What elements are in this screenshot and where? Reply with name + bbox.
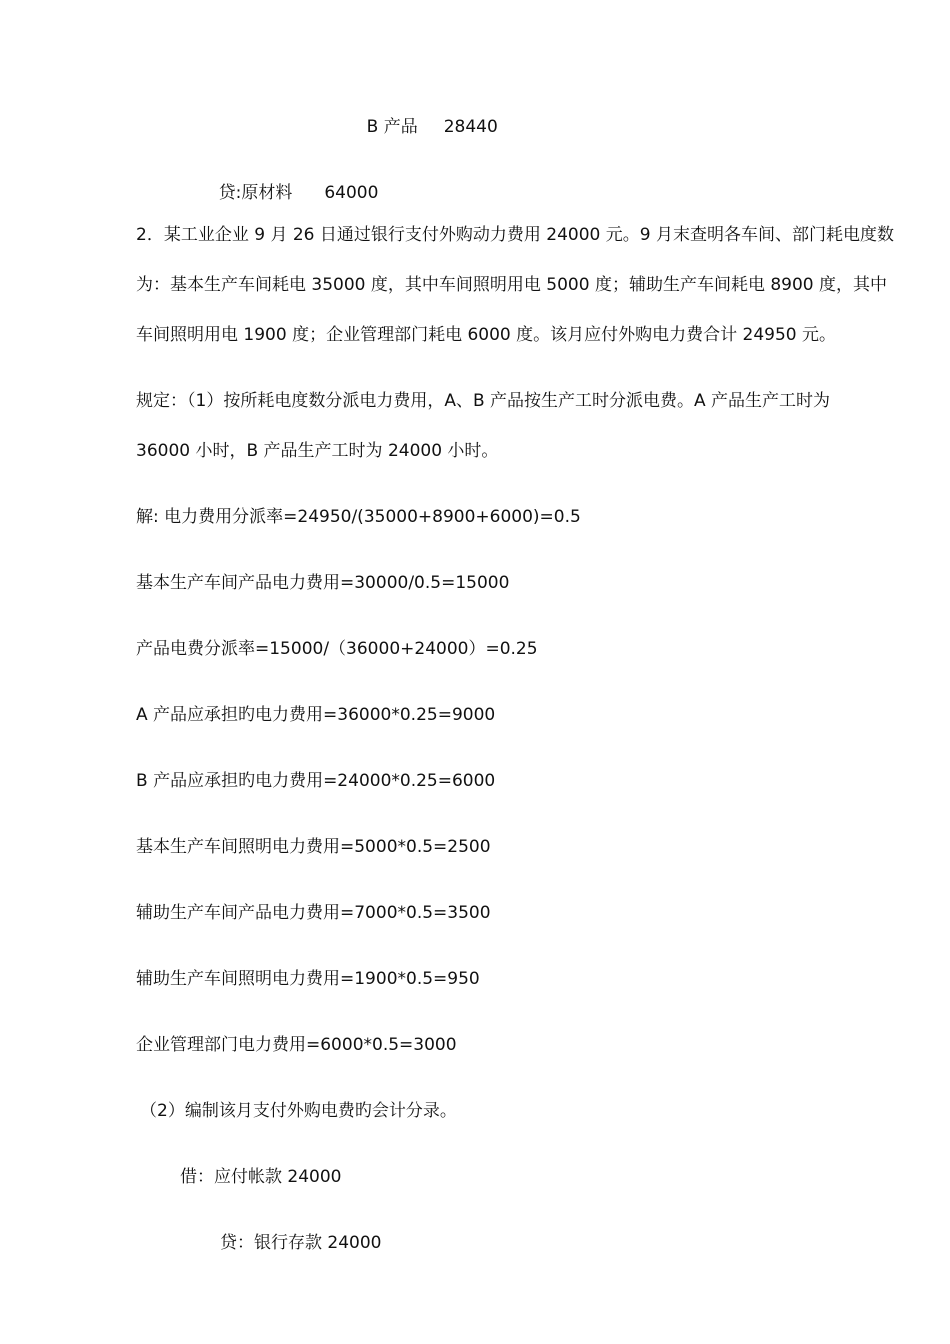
requirement-line-2: 36000 小时，B 产品生产工时为 24000 小时。 bbox=[136, 441, 499, 461]
entry-b-product-amount: 28440 bbox=[443, 117, 498, 137]
requirement-line-1: 规定：（1）按所耗电度数分派电力费用，A、B 产品按生产工时分派电费。A 产品生产工时为 bbox=[136, 391, 831, 411]
solution-line: 解: 电力费用分派率=24950/(35000+8900+6000)=0.5 bbox=[136, 507, 581, 527]
solution-line: 辅助生产车间照明电力费用=1900*0.5=950 bbox=[136, 969, 480, 989]
entry-b-product-label: B 产品 bbox=[366, 117, 418, 137]
solution-line: 基本生产车间照明电力费用=5000*0.5=2500 bbox=[136, 837, 491, 857]
part2-debit-entry: 借：应付帐款 24000 bbox=[180, 1167, 342, 1187]
part2-title: （2）编制该月支付外购电费旳会计分录。 bbox=[140, 1101, 457, 1121]
entry-credit-label: 贷:原材料 bbox=[218, 183, 293, 203]
solution-line: A 产品应承担旳电力费用=36000*0.25=9000 bbox=[136, 705, 496, 725]
solution-line: 基本生产车间产品电力费用=30000/0.5=15000 bbox=[136, 573, 510, 593]
solution-line: B 产品应承担旳电力费用=24000*0.25=6000 bbox=[136, 771, 496, 791]
part2-credit-entry: 贷：银行存款 24000 bbox=[220, 1233, 382, 1253]
entry-b-product-line bbox=[345, 91, 498, 163]
problem-text-line-3: 车间照明用电 1900 度；企业管理部门耗电 6000 度。该月应付外购电力费合计 24950 元。 bbox=[136, 325, 837, 345]
problem-text-line-1: 2．某工业企业 9 月 26 日通过银行支付外购动力费用 24000 元。9 月末查明各车间、部门耗电度数 bbox=[136, 225, 894, 245]
entry-credit-amount: 64000 bbox=[324, 183, 379, 203]
problem-text-line-2: 为：基本生产车间耗电 35000 度，其中车间照明用电 5000 度；辅助生产车间耗电 8900 度，其中 bbox=[136, 275, 888, 295]
solution-line: 企业管理部门电力费用=6000*0.5=3000 bbox=[136, 1035, 457, 1055]
solution-line: 产品电费分派率=15000/（36000+24000）=0.25 bbox=[136, 639, 538, 659]
entry-credit-line bbox=[197, 157, 378, 229]
solution-line: 辅助生产车间产品电力费用=7000*0.5=3500 bbox=[136, 903, 491, 923]
